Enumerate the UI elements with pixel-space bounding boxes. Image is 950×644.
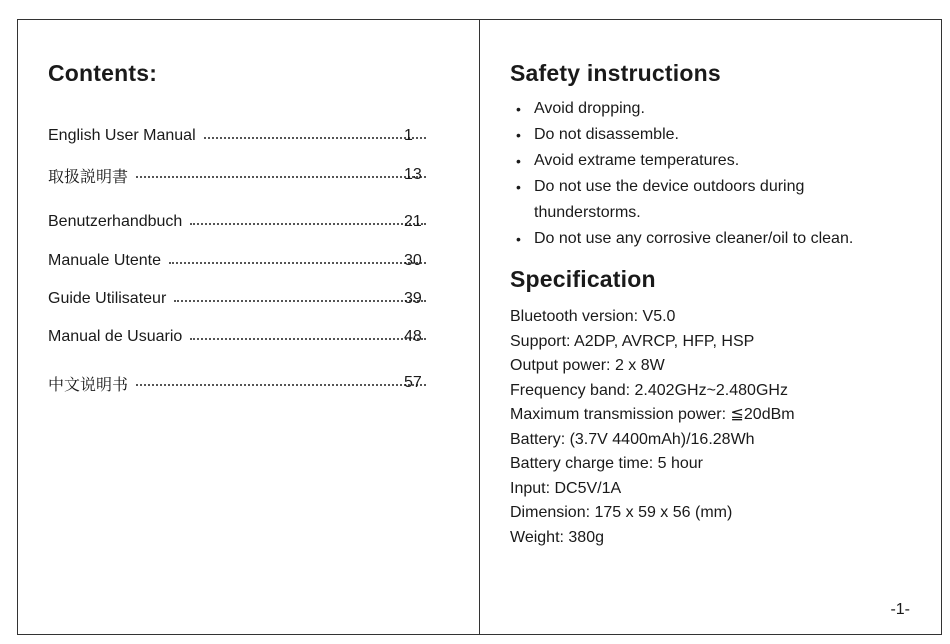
toc-entry-page: 39 (404, 290, 422, 307)
toc-entry-label: 中文说明书 (48, 376, 129, 394)
toc-entry (48, 124, 426, 148)
contents-heading: Contents: (48, 60, 158, 86)
safety-item (510, 122, 930, 148)
toc-leader-dots (204, 137, 426, 139)
safety-heading: Safety instructions (510, 60, 721, 86)
safety-item-text: Do not disassemble. (534, 126, 679, 143)
contents-section (48, 60, 448, 394)
safety-item-text: Avoid dropping. (534, 100, 645, 117)
toc-entry (48, 249, 426, 273)
safety-item-text: Do not use the device outdoors during thunderstorms. (534, 178, 805, 221)
spec-line: Dimension: 175 x 59 x 56 (mm) (510, 504, 733, 521)
bullet-icon: • (516, 231, 521, 247)
spec-line: Weight: 380g (510, 528, 604, 546)
toc-leader-dots (190, 223, 426, 225)
safety-item (510, 96, 930, 122)
safety-item (510, 174, 930, 226)
toc-entry-label: Benutzerhandbuch (48, 213, 183, 230)
toc-entry (48, 210, 426, 234)
toc-entry-label: Guide Utilisateur (48, 290, 167, 307)
spec-line: Battery charge time: 5 hour (510, 455, 703, 472)
specification-heading: Specification (510, 266, 656, 292)
toc-entry-page: 30 (404, 252, 422, 269)
page-number: -1- (890, 601, 910, 618)
safety-item (510, 226, 930, 252)
toc-leader-dots (190, 338, 426, 340)
toc-entry-page: 13 (404, 166, 422, 183)
toc-entry (48, 371, 426, 395)
spec-line: Battery: (3.7V 4400mAh)/16.28Wh (510, 430, 755, 448)
bullet-icon: • (516, 127, 521, 143)
spec-line: Frequency band: 2.402GHz~2.480GHz (510, 381, 788, 399)
bullet-icon: • (516, 153, 521, 169)
toc-leader-dots (136, 176, 426, 178)
toc-entry-page: 57 (404, 374, 422, 391)
right-column (510, 60, 930, 550)
column-divider (479, 19, 480, 635)
spec-line: Support: A2DP, AVRCP, HFP, HSP (510, 332, 755, 350)
spec-line: Input: DC5V/1A (510, 479, 622, 497)
spec-line: Maximum transmission power: ≦20dBm (510, 406, 795, 423)
bullet-icon: • (516, 179, 521, 195)
safety-item (510, 148, 930, 174)
toc-entry-page: 21 (404, 213, 422, 230)
toc-leader-dots (136, 384, 426, 386)
spec-line: Output power: 2 x 8W (510, 357, 665, 374)
specification-list (510, 305, 930, 550)
spec-line: Bluetooth version: V5.0 (510, 308, 676, 325)
toc-entry-label: 取扱説明書 (48, 168, 129, 186)
safety-list (510, 96, 930, 252)
bullet-icon: • (516, 101, 521, 117)
safety-item-text: Avoid extrame temperatures. (534, 152, 740, 169)
toc-entry-label: Manual de Usuario (48, 328, 183, 345)
toc-entry (48, 163, 426, 187)
toc-entry (48, 287, 426, 311)
toc-entry (48, 325, 426, 349)
toc-entry-label: English User Manual (48, 127, 196, 144)
safety-item-text: Do not use any corrosive cleaner/oil to clean. (534, 230, 854, 247)
toc-entry-page: 48 (404, 328, 422, 345)
toc-entry-page: 1 (404, 127, 413, 144)
toc-entry-label: Manuale Utente (48, 252, 161, 269)
toc-leader-dots (174, 300, 426, 302)
toc-leader-dots (169, 262, 426, 264)
